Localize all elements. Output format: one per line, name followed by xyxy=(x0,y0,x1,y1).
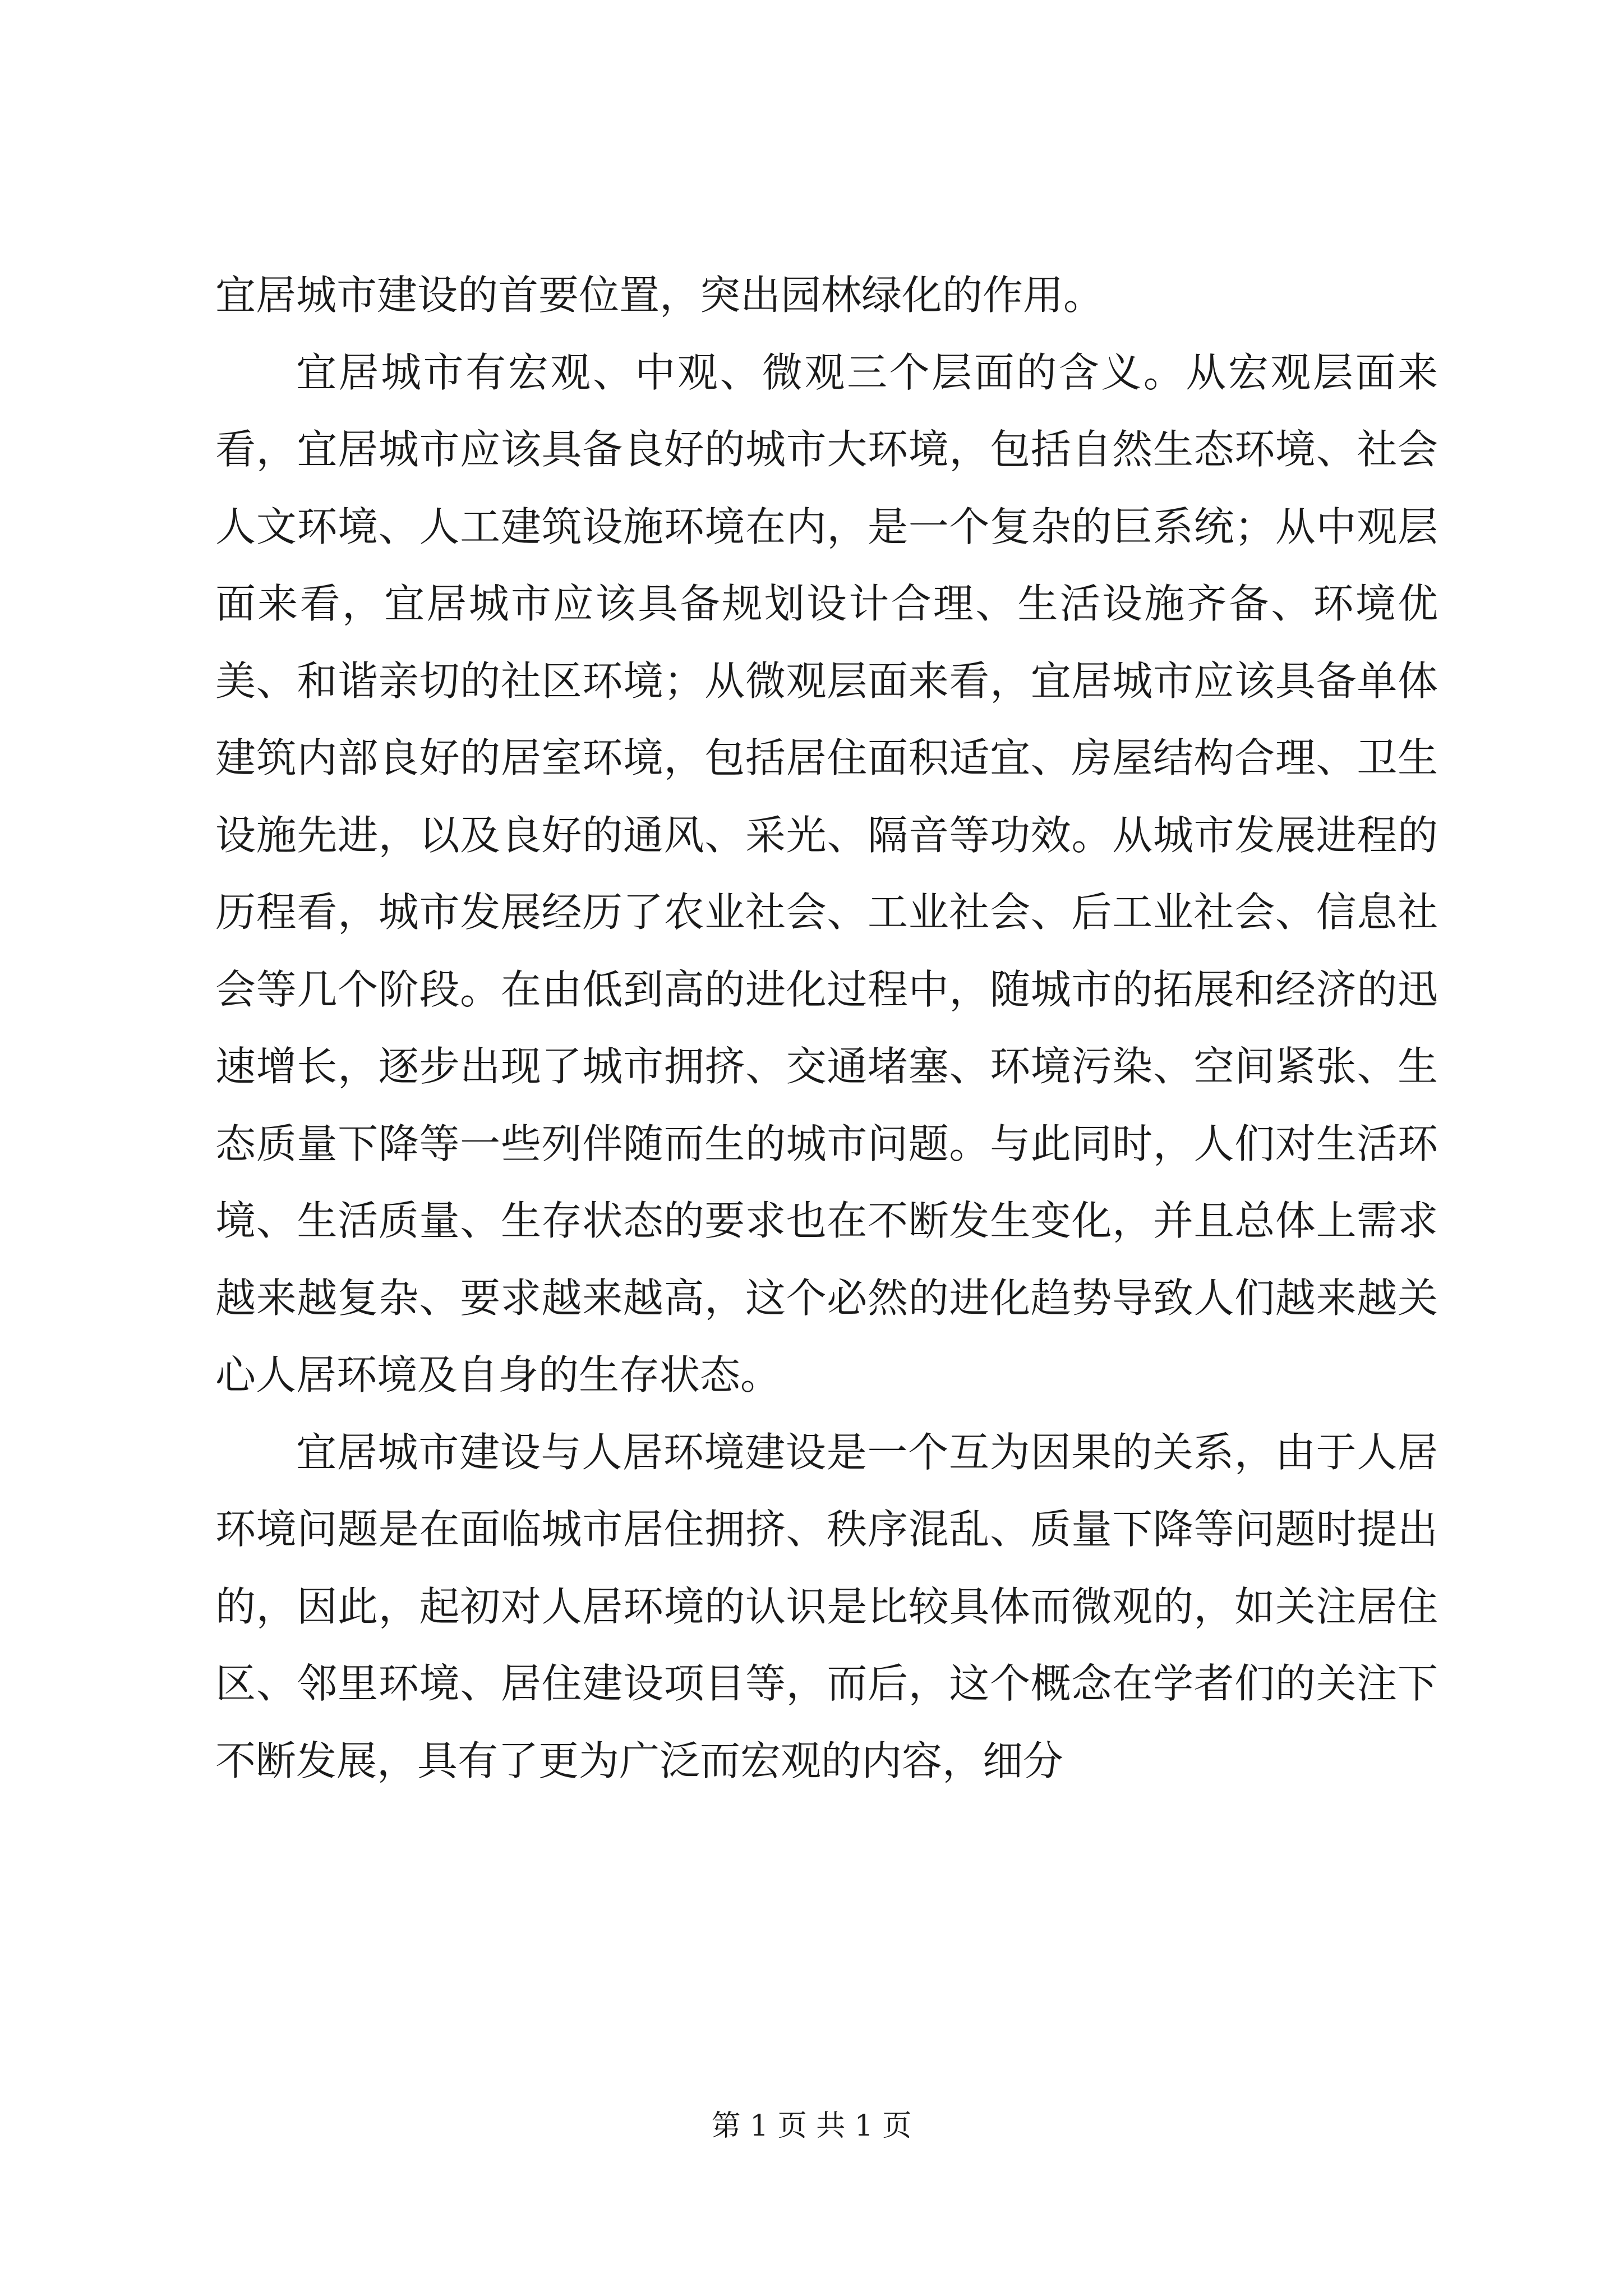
document-body xyxy=(215,257,1438,1800)
paragraph-1: 宜居城市建设的首要位置，突出园林绿化的作用。 xyxy=(215,272,1104,319)
page-number-label: 第 1 页 共 1 页 xyxy=(711,2109,912,2143)
paragraph-3: 宜居城市建设与人居环境建设是一个互为因果的关系，由于人居环境问题是在面临城市居住拥挤、秩序混乱、质量下降等问题时提出的，因此，起初对人居环境的认识是比较具体而微观的，如关注居住区、邻里环境、居住建设项目等，而后，这个概念在学者们的关注下不断发展，具有了更为广泛而宏观的内容，细分 xyxy=(215,1428,1438,1784)
paragraph-2: 宜居城市有宏观、中观、微观三个层面的含义。从宏观层面来看，宜居城市应该具备良好的城市大环境，包括自然生态环境、社会人文环境、人工建筑设施环境在内，是一个复杂的巨系统；从中观层面来看，宜居城市应该具备规划设计合理、生活设施齐备、环境优美、和谐亲切的社区环境；从微观层面来看，宜居城市应该具备单体建筑内部良好的居室环境，包括居住面积适宜、房屋结构合理、卫生设施先进，以及良好的通风、采光、隔音等功效。从城市发展进程的历程看，城市发展经历了农业社会、工业社会、后工业社会、信息社会等几个阶段。在由低到高的进化过程中，随城市的拓展和经济的迅速增长，逐步出现了城市拥挤、交通堵塞、环境污染、空间紧张、生态质量下降等一些列伴随而生的城市问题。与此同时，人们对生活环境、生活质量、生存状态的要求也在不断发生变化，并且总体上需求越来越复杂、要求越来越高，这个必然的进化趋势导致人们越来越关心人居环境及自身的生存状态。 xyxy=(215,348,1438,1398)
page-footer xyxy=(0,2106,1623,2146)
